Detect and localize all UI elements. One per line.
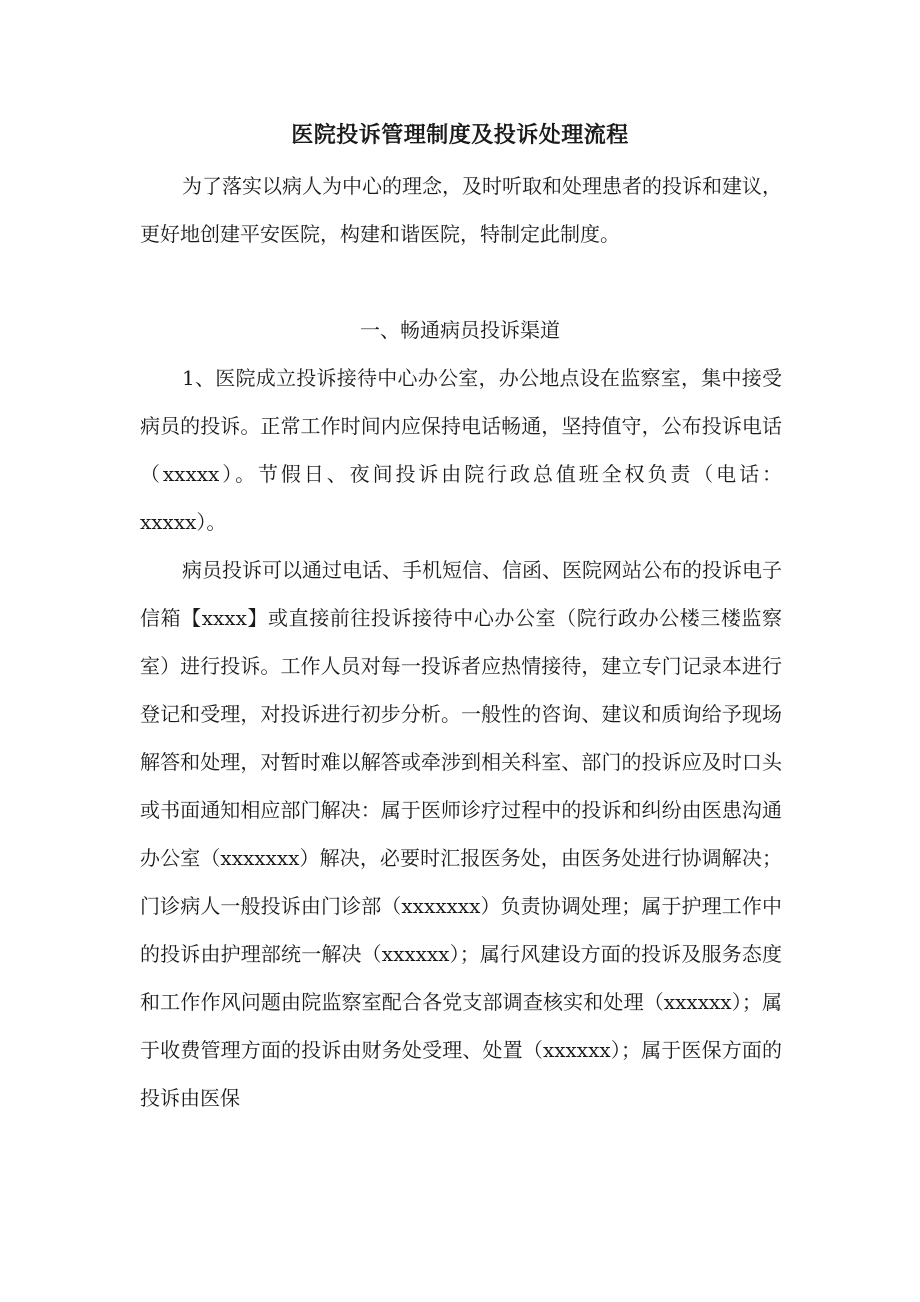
paragraph-2: 病员投诉可以通过电话、手机短信、信函、医院网站公布的投诉电子信箱【xxxx】或直接前往投诉接待中心办公室（院行政办公楼三楼监察室）进行投诉。工作人员对每一投诉者应热情接待，建立专门记录本进行登记和受理，对投诉进行初步分析。一般性的咨询、建议和质询给予现场解答和处理，对暂时难以解答或牵涉到相关科室、部门的投诉应及时口头或书面通知相应部门解决：属于医师诊疗过程中的投诉和纠纷由医患沟通办公室（xxxxxxx）解决，必要时汇报医务处，由医务处进行协调解决；门诊病人一般投诉由门诊部（xxxxxxx）负责协调处理；属于护理工作中的投诉由护理部统一解决（xxxxxx）；属行风建设方面的投诉及服务态度和工作作风问题由院监察室配合各党支部调查核实和处理（xxxxxx）；属于收费管理方面的投诉由财务处受理、处置（xxxxxx）；属于医保方面的投诉由医保 — [140, 558, 782, 1110]
intro-paragraph: 为了落实以病人为中心的理念，及时听取和处理患者的投诉和建议，更好地创建平安医院，构建和谐医院，特制定此制度。 — [140, 174, 782, 246]
section-heading: 一、畅通病员投诉渠道 — [360, 318, 560, 342]
paragraph-1: 1、医院成立投诉接待中心办公室，办公地点设在监察室，集中接受病员的投诉。正常工作时间内应保持电话畅通，坚持值守，公布投诉电话（xxxxx）。节假日、夜间投诉由院行政总值班全权负责（电话：xxxxx）。 — [140, 366, 782, 534]
document-title: 医院投诉管理制度及投诉处理流程 — [291, 122, 629, 148]
